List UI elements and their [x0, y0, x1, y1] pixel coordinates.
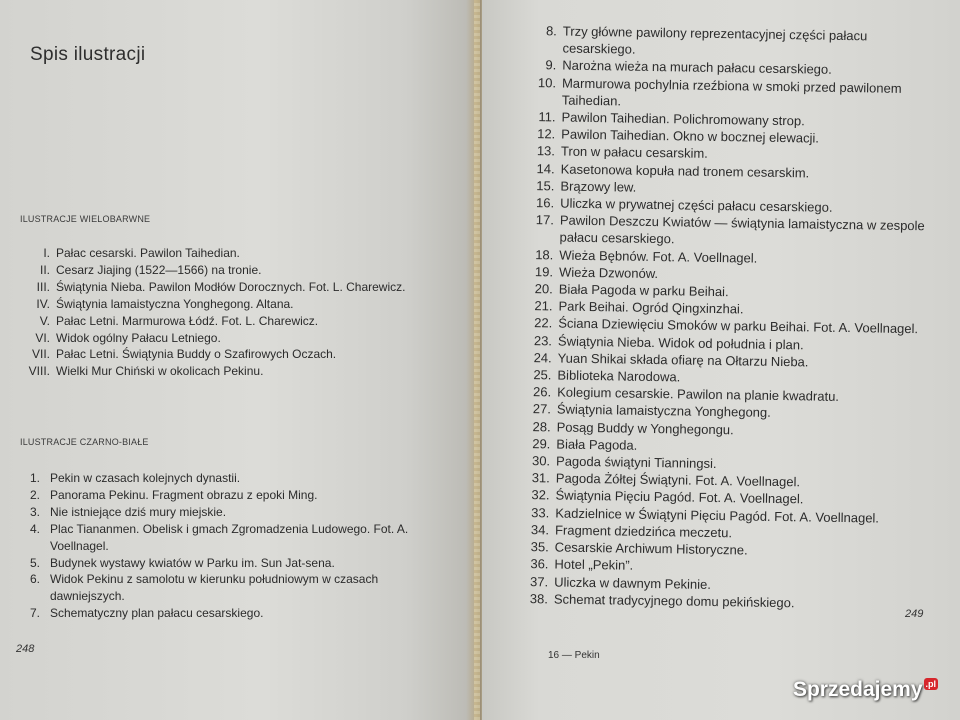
item-caption: Świątynia lamaistyczna Yonghegong. Altana. — [56, 296, 294, 311]
item-number: 27. — [532, 401, 552, 417]
item-caption: Schemat tradycyjnego domu pekińskiego. — [553, 591, 795, 610]
item-caption: Marmurowa pochylnia rzeźbiona w smoki przed pawilonem Taihedian. — [561, 75, 902, 109]
watermark-logo — [793, 678, 938, 702]
book-spine-edge — [474, 0, 480, 720]
item-number: 23. — [533, 332, 553, 349]
list-item — [10, 571, 435, 605]
item-number: 22. — [534, 315, 553, 331]
item-number: 4. — [29, 521, 40, 536]
item-caption: Wielki Mur Chiński w okolicach Pekinu. — [56, 364, 264, 379]
item-number: 17. — [535, 212, 555, 228]
item-caption: Świątynia Nieba. Widok od południa i plan. — [557, 333, 804, 353]
item-caption: Pałac cesarski. Pawilon Taihedian. — [56, 246, 240, 260]
item-number: 14. — [536, 160, 555, 177]
item-number: III. — [36, 279, 50, 294]
list-item — [12, 363, 438, 380]
right-page-number: 249 — [905, 608, 924, 620]
item-caption: Narożna wieża na murach pałacu cesarskiego. — [562, 57, 832, 78]
item-number: 12. — [537, 126, 556, 142]
list-item — [12, 346, 438, 363]
item-number: 33. — [531, 504, 550, 521]
item-number: I. — [43, 246, 50, 260]
item-number: 29. — [532, 435, 551, 452]
bw-section-heading: ILUSTRACJE CZARNO-BIAŁE — [20, 437, 149, 447]
item-caption: Pagoda świątyni Tianningsi. — [555, 453, 717, 472]
item-caption: Plac Tiananmen. Obelisk i gmach Zgromadzenia Ludowego. Fot. A. Voellnagel. — [50, 521, 409, 553]
list-item — [12, 313, 438, 330]
item-number: VI. — [35, 330, 50, 345]
item-number: 5. — [29, 555, 40, 570]
item-caption: Pałac Letni. Marmurowa Łódź. Fot. L. Charewicz. — [56, 313, 319, 328]
bw-illustrations-list — [10, 470, 435, 622]
item-number: 24. — [533, 349, 552, 366]
item-number: 31. — [531, 470, 550, 486]
item-number: 6. — [29, 572, 40, 587]
item-number: 8. — [545, 23, 557, 39]
item-caption: Panorama Pekinu. Fragment obrazu z epoki Ming. — [50, 487, 318, 502]
item-caption: Pawilon Taihedian. Polichromowany strop. — [561, 109, 805, 129]
item-caption: Fragment dziedzińca meczetu. — [554, 522, 733, 541]
list-item — [10, 504, 435, 521]
item-number: 15. — [536, 177, 555, 194]
item-number: 37. — [530, 573, 549, 589]
item-caption: Biała Pagoda w parku Beihai. — [558, 281, 729, 300]
item-caption: Pawilon Taihedian. Okno w bocznej elewacji. — [561, 126, 820, 146]
item-caption: Tron w pałacu cesarskim. — [560, 143, 708, 162]
list-item — [10, 470, 435, 487]
list-item — [12, 296, 438, 313]
item-number: VII. — [31, 347, 50, 362]
item-number: 21. — [534, 298, 553, 314]
list-item — [12, 330, 438, 347]
item-number: 25. — [533, 367, 552, 383]
item-caption: Biała Pagoda. — [556, 436, 638, 453]
item-caption: Kadzielnice w Świątyni Pięciu Pagód. Fot. A. Voellnagel. — [555, 505, 880, 526]
item-caption: Schematyczny plan pałacu cesarskiego. — [50, 606, 264, 621]
item-number: 36. — [530, 556, 549, 572]
item-number: 9. — [545, 57, 557, 73]
item-number: 3. — [29, 504, 40, 519]
left-page — [0, 0, 478, 720]
item-caption: Cesarz Jiajing (1522—1566) na tronie. — [56, 262, 262, 277]
watermark-badge: .pl — [925, 679, 936, 689]
item-number: 16. — [535, 195, 555, 211]
list-item — [10, 487, 435, 504]
running-footer: 16 — Pekin — [548, 650, 600, 661]
item-number: IV. — [36, 296, 50, 311]
item-caption: Yuan Shikai składa ofiarę na Ołtarzu Nieba. — [557, 350, 809, 370]
item-caption: Pawilon Deszczu Kwiatów — świątynia lamaistyczna w zespole pałacu cesarskiego. — [559, 212, 925, 247]
item-caption: Wieża Dzwonów. — [558, 264, 659, 281]
bw-illustrations-list-continued — [519, 22, 931, 613]
item-caption: Wieża Bębnów. Fot. A. Voellnagel. — [559, 247, 758, 266]
left-page-number: 248 — [16, 643, 35, 655]
item-caption: Świątynia lamaistyczna Yonghegong. — [556, 401, 771, 421]
item-number: 10. — [537, 74, 557, 91]
list-item — [10, 521, 435, 555]
item-number: 2. — [29, 487, 40, 502]
item-caption: Nie istniejące dziś mury miejskie. — [50, 504, 227, 519]
item-caption: Posąg Buddy w Yonghegongu. — [556, 419, 734, 437]
item-caption: Brązowy lew. — [560, 178, 637, 195]
item-number: 34. — [530, 522, 550, 538]
item-number: 13. — [536, 143, 556, 159]
item-number: 7. — [29, 606, 40, 621]
item-number: 28. — [532, 418, 551, 435]
item-caption: Pagoda Żółtej Świątyni. Fot. A. Voellnagel. — [555, 470, 801, 490]
item-caption: Budynek wystawy kwiatów w Parku im. Sun Jat-sena. — [50, 555, 335, 570]
item-caption: Świątynia Nieba. Pawilon Modłów Dorocznych. Fot. L. Charewicz. — [56, 279, 406, 294]
item-number: 26. — [532, 384, 552, 400]
item-caption: Hotel „Pekin”. — [554, 556, 634, 574]
item-number: 18. — [535, 246, 554, 263]
item-number: 38. — [529, 590, 549, 607]
list-item — [12, 245, 438, 262]
item-number: 35. — [530, 539, 549, 555]
list-item — [12, 279, 438, 296]
item-caption: Widok Pekinu z samolotu w kierunku południowym w czasach dawniejszych. — [50, 572, 379, 604]
item-number: II. — [39, 262, 50, 277]
item-caption: Pałac Letni. Świątynia Buddy o Szafirowych Oczach. — [56, 347, 337, 362]
item-number: 32. — [531, 487, 550, 503]
item-caption: Cesarskie Archiwum Historyczne. — [554, 539, 748, 558]
watermark-text: Sprzedajemy — [792, 678, 923, 701]
item-caption: Uliczka w dawnym Pekinie. — [554, 573, 712, 592]
item-caption: Biblioteka Narodowa. — [557, 367, 681, 385]
color-illustrations-list — [12, 245, 438, 380]
item-caption: Kasetonowa kopuła nad tronem cesarskim. — [560, 161, 810, 181]
item-number: 11. — [538, 109, 556, 125]
item-number: 19. — [534, 263, 554, 280]
item-number: VIII. — [28, 364, 50, 379]
item-caption: Widok ogólny Pałacu Letniego. — [56, 330, 221, 345]
item-number: V. — [39, 313, 50, 328]
item-caption: Świątynia Pięciu Pagód. Fot. A. Voellnagel. — [555, 487, 804, 507]
item-caption: Uliczka w prywatnej części pałacu cesarskiego. — [560, 195, 833, 215]
list-item — [12, 262, 438, 279]
item-caption: Kolegium cesarskie. Pawilon na planie kwadratu. — [557, 384, 840, 405]
item-caption: Park Beihai. Ogród Qingxinzhai. — [558, 298, 744, 317]
color-section-heading: ILUSTRACJE WIELOBARWNE — [20, 214, 151, 224]
page-title: Spis ilustracji — [30, 44, 146, 65]
list-item — [10, 555, 435, 572]
item-caption: Pekin w czasach kolejnych dynastii. — [50, 471, 241, 485]
item-caption: Ściana Dziewięciu Smoków w parku Beihai. Fot. A. Voellnagel. — [558, 315, 919, 337]
item-number: 1. — [29, 471, 40, 485]
item-number: 30. — [531, 453, 551, 469]
item-caption: Trzy główne pawilony reprezentacyjnej części pałacu cesarskiego. — [562, 23, 868, 57]
item-number: 20. — [534, 281, 553, 297]
list-item — [10, 605, 435, 622]
